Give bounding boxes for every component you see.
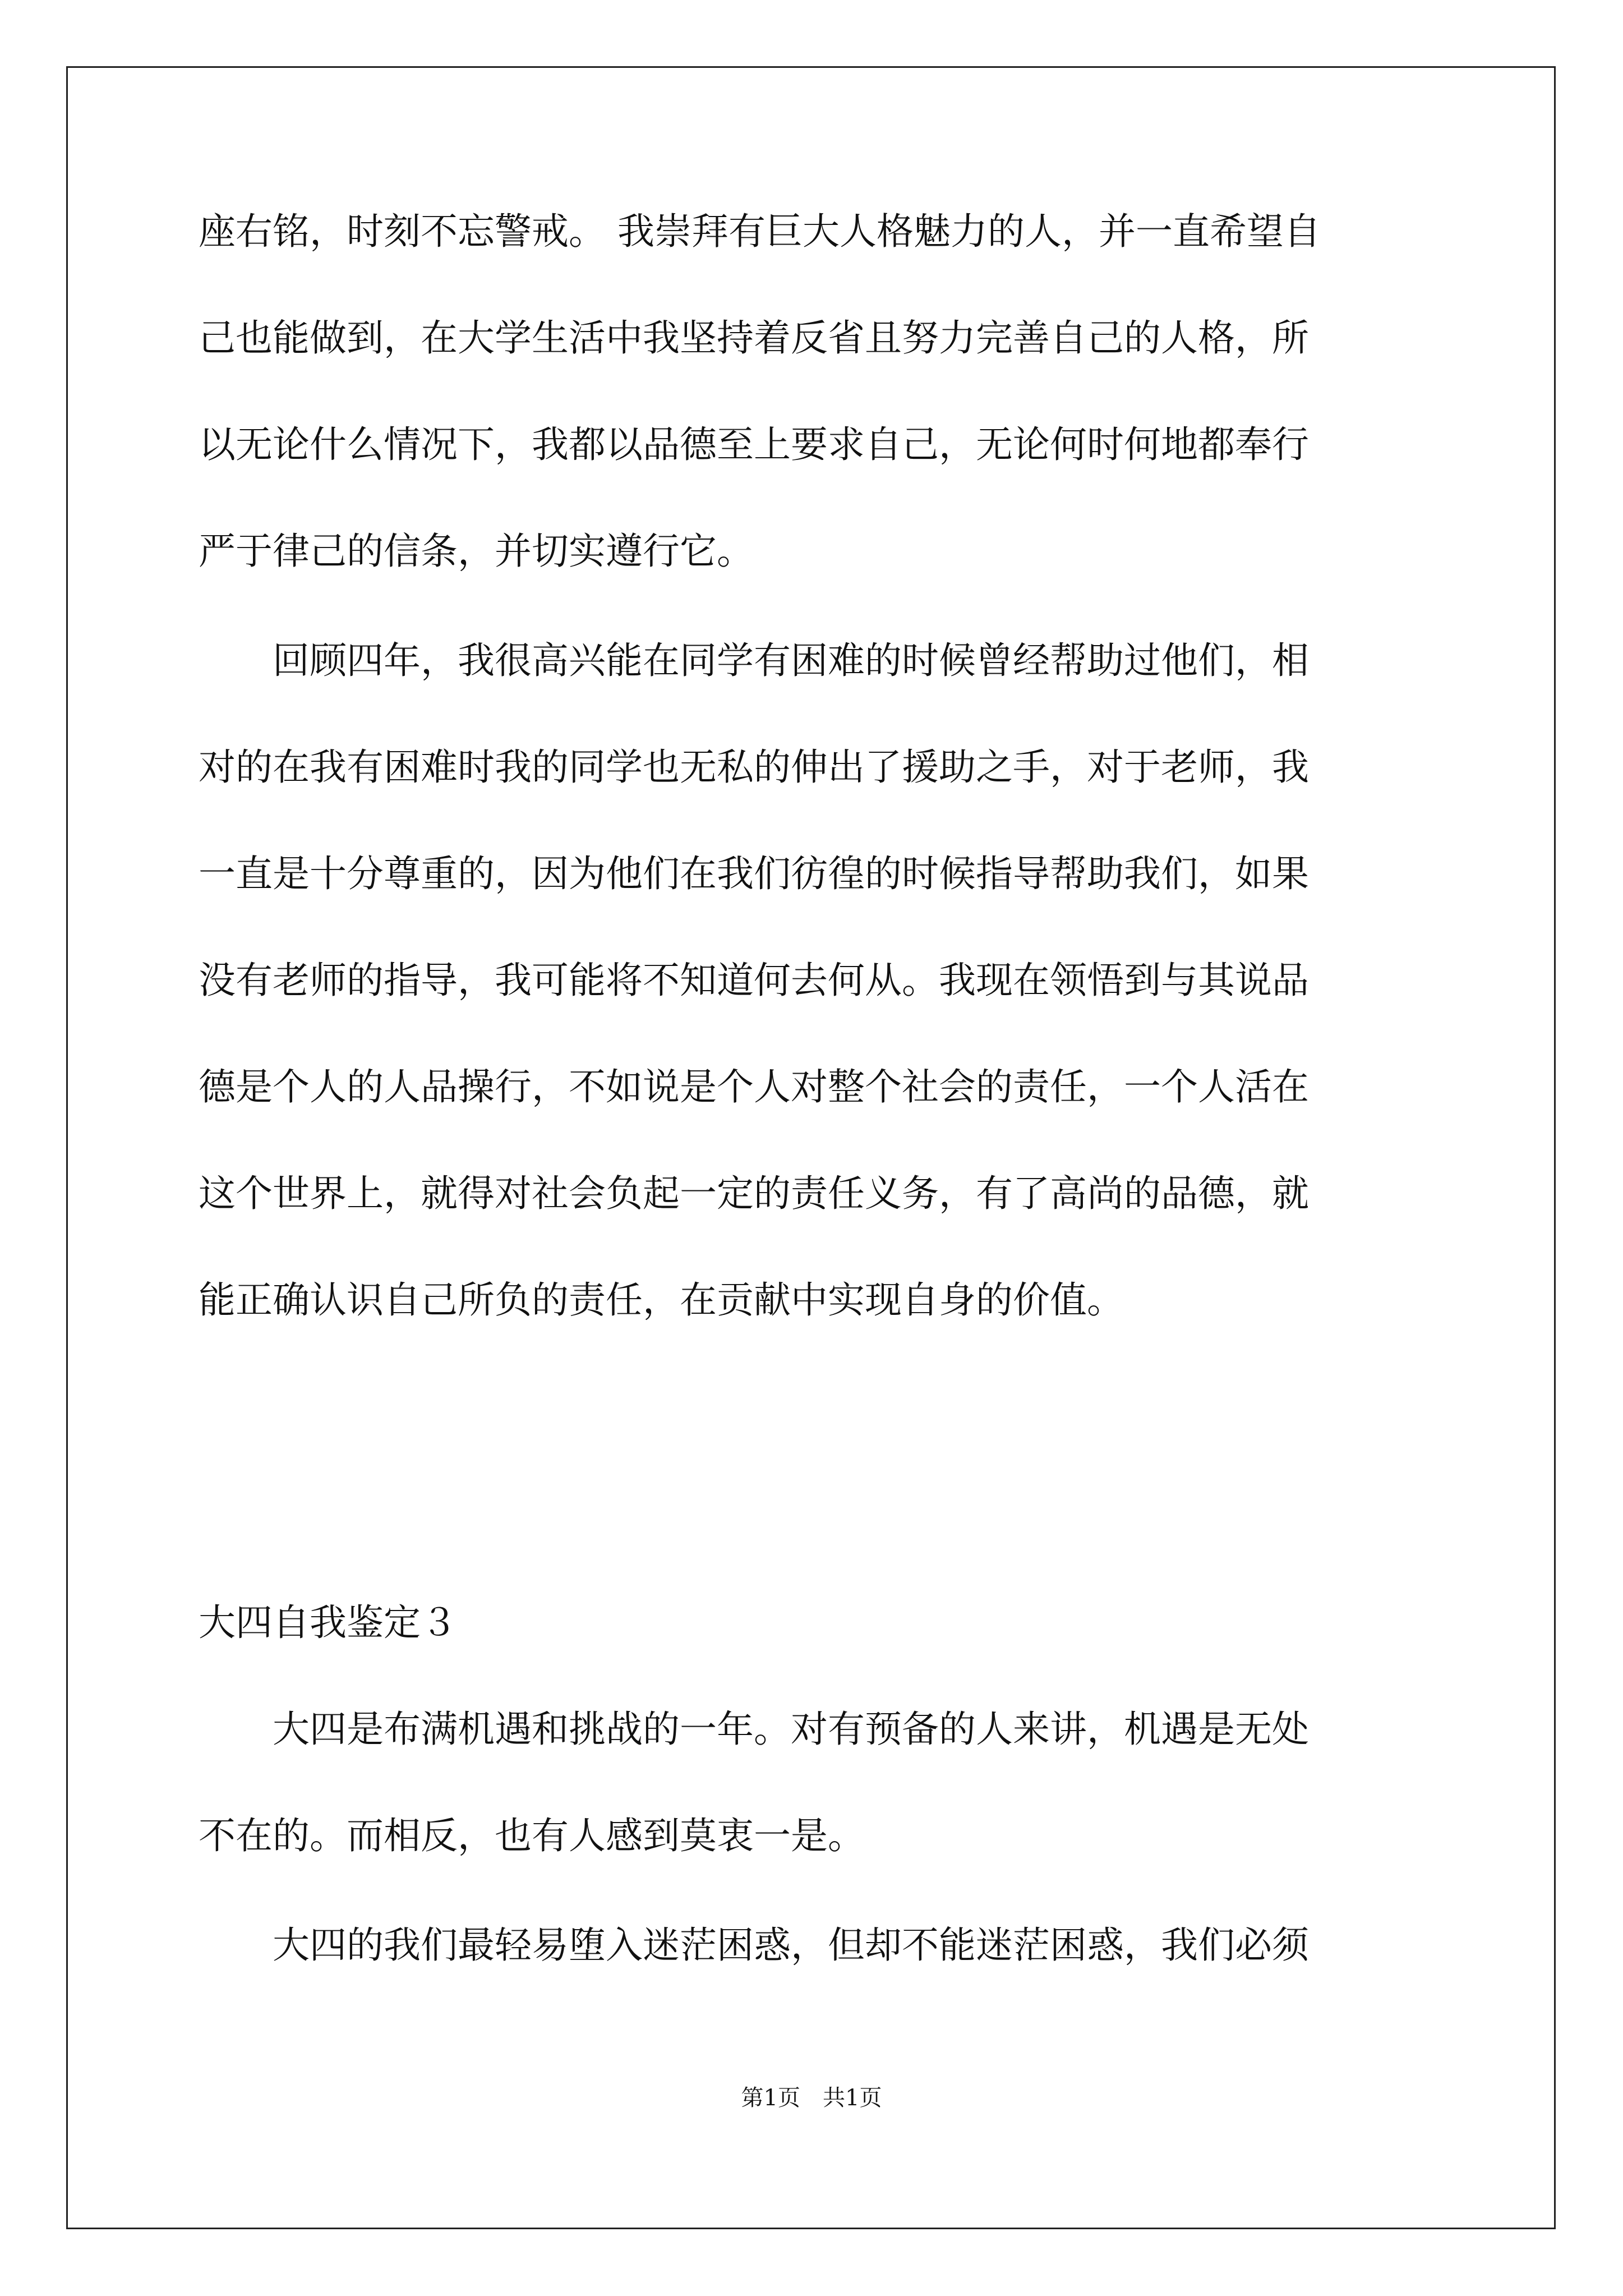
paragraph-line: 座右铭，时刻不忘警戒。 我崇拜有巨大人格魅力的人，并一直希望自 <box>199 210 1321 253</box>
section-heading: 大四自我鉴定３ <box>199 1601 458 1644</box>
paragraph-line: 不在的。而相反，也有人感到莫衷一是。 <box>199 1814 865 1857</box>
paragraph-line: 以无论什么情况下，我都以品德至上要求自己，无论何时何地都奉行 <box>199 423 1309 466</box>
paragraph-line: 对的在我有困难时我的同学也无私的伸出了援助之手，对于老师，我 <box>199 746 1309 789</box>
paragraph-line: 严于律己的信条，并切实遵行它。 <box>199 530 754 573</box>
paragraph-line: 己也能做到，在大学生活中我坚持着反省且努力完善自己的人格，所 <box>199 316 1309 360</box>
paragraph-line: 没有老师的指导，我可能将不知道何去何从。我现在领悟到与其说品 <box>199 959 1309 1002</box>
paragraph-line: 回顾四年，我很高兴能在同学有困难的时候曾经帮助过他们，相 <box>199 639 1309 682</box>
paragraph-line: 德是个人的人品操行，不如说是个人对整个社会的责任，一个人活在 <box>199 1065 1309 1108</box>
paragraph-line: 这个世界上，就得对社会负起一定的责任义务，有了高尚的品德，就 <box>199 1172 1309 1215</box>
paragraph-line: 大四是布满机遇和挑战的一年。对有预备的人来讲，机遇是无处 <box>199 1708 1309 1751</box>
page-number-footer: 第1页 共1页 <box>741 2085 882 2111</box>
page-border <box>66 66 1556 2229</box>
paragraph-line: 能正确认识自己所负的责任，在贡献中实现自身的价值。 <box>199 1278 1124 1322</box>
paragraph-line: 一直是十分尊重的，因为他们在我们彷徨的时候指导帮助我们，如果 <box>199 852 1309 895</box>
paragraph-line: 大四的我们最轻易堕入迷茫困惑，但却不能迷茫困惑，我们必须 <box>199 1924 1309 1967</box>
